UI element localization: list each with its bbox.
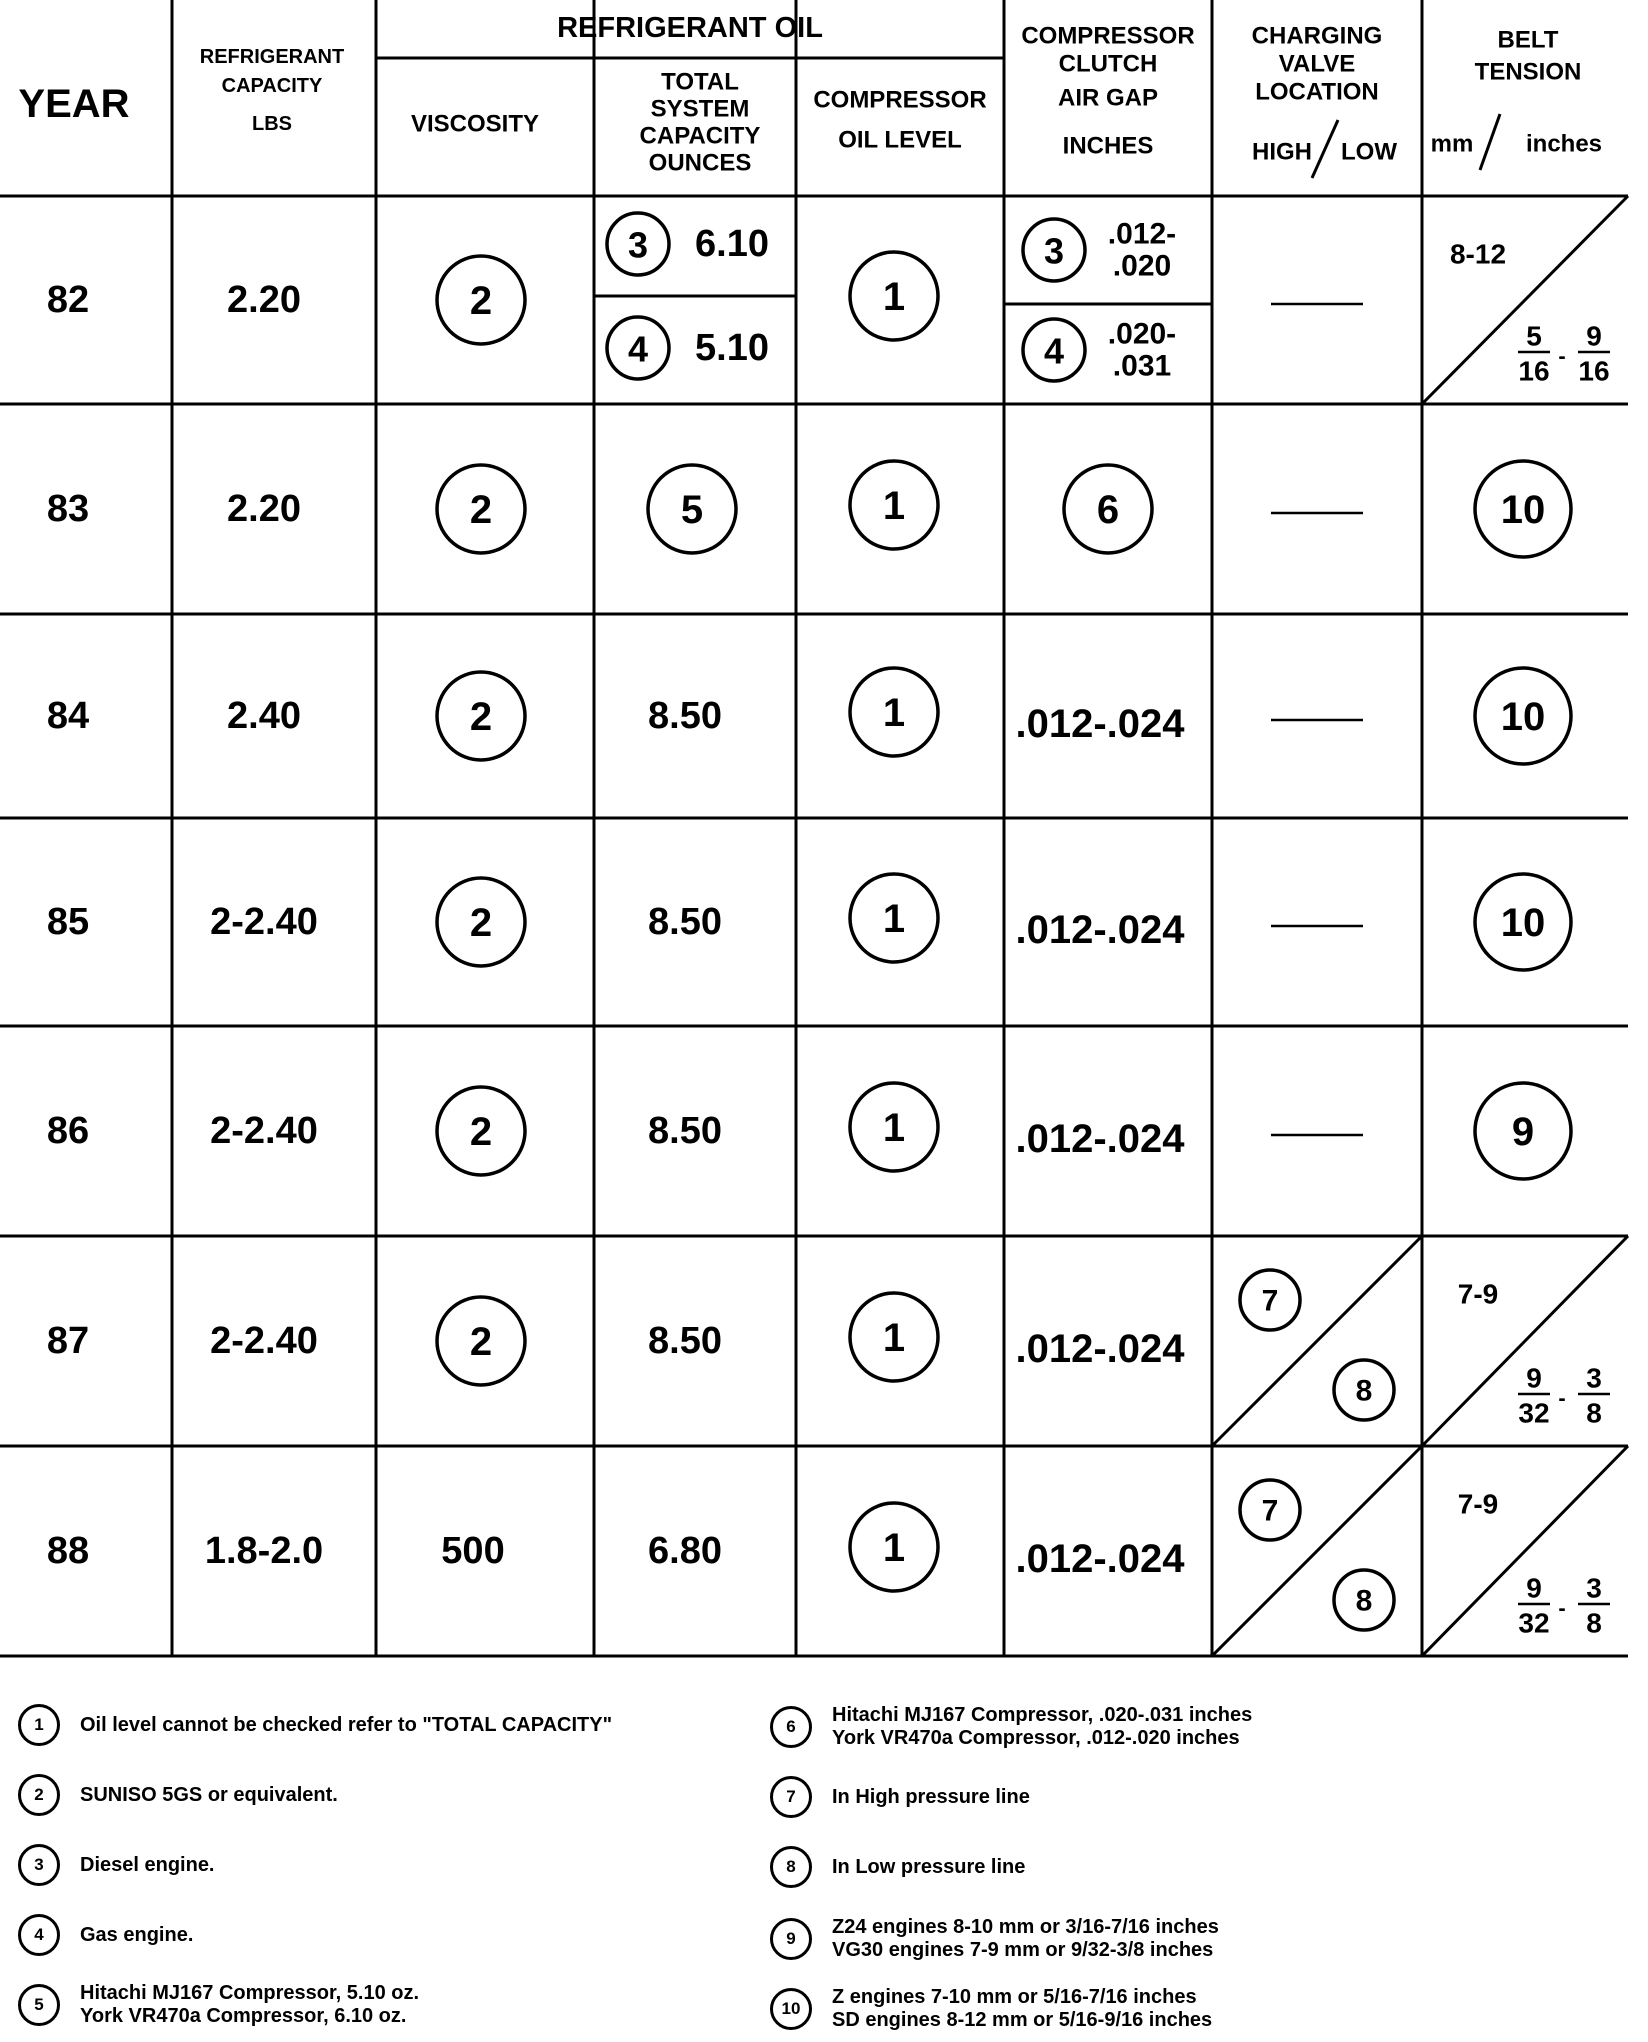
row-84-total-capacity: 8.50 [648,695,722,737]
footnote-5 [18,1982,419,2028]
charging-low-label: LOW [1341,138,1397,166]
row-83-refrigerant-capacity: 2.20 [227,488,301,530]
footnote-6 [770,1704,1252,1750]
row-84-viscosity-note-number: 2 [469,695,493,739]
row-83-viscosity-note-number: 2 [469,488,493,532]
row-82-belt-tension-mm: 8-12 [1449,238,1507,270]
row-87-oil-level-note-number: 1 [882,1316,906,1360]
row-86-oil-level-note-number: 1 [882,1106,906,1150]
row-82-air-gap-value: .031 [1112,349,1172,383]
footnote-text [832,1786,1030,1809]
footnote-line: SUNISO 5GS or equivalent. [80,1783,338,1806]
footnote-8 [770,1846,1025,1888]
row-88-belt-tension-mm: 7-9 [1457,1488,1499,1520]
footnotes-legend [0,1680,1648,2042]
footnote-line: Oil level cannot be checked refer to "TOTAL CAPACITY" [80,1713,613,1736]
row-82-air-gap-value: .020- [1107,317,1177,351]
row-85-total-capacity: 8.50 [648,901,722,943]
footnote-line: York VR470a Compressor, .012-.020 inches [832,1727,1240,1749]
footnote-line: Gas engine. [80,1923,194,1946]
refrigerant-capacity-header: CAPACITY [221,75,323,97]
footnote-7 [770,1776,1030,1818]
row-88-viscosity: 500 [441,1530,505,1572]
row-82-belt-tension-inch-to-denominator: 16 [1578,355,1610,387]
air-gap-header: COMPRESSOR [1021,22,1195,50]
refrigerant-capacity-header: REFRIGERANT [199,46,345,68]
row-82-air-gap-value: .012- [1107,217,1177,251]
footnote-line: VG30 engines 7-9 mm or 9/32-3/8 inches [832,1939,1214,1961]
row-82-year: 82 [46,279,90,321]
row-83-oil-level-note-number: 1 [882,484,906,528]
total-capacity-header: TOTAL [661,68,739,96]
row-85-year: 85 [46,901,90,943]
footnote-text [832,1856,1025,1879]
row-87-air-gap: .012-.024 [1015,1327,1185,1371]
footnote-number-circle: 4 [18,1914,60,1956]
row-87-belt-tension-inch-from-numerator: 9 [1526,1362,1542,1394]
belt-tension-header: TENSION [1474,58,1582,86]
refrigerant-oil-header: REFRIGERANT OIL [557,12,823,44]
footnote-line: York VR470a Compressor, 6.10 oz. [80,2005,407,2027]
footnote-text [832,1986,1212,2032]
footnote-number-circle: 1 [18,1704,60,1746]
total-capacity-header: OUNCES [648,149,752,177]
row-88-belt-tension-dash: - [1558,1595,1566,1621]
charging-divider [1312,120,1338,178]
oil-level-header: COMPRESSOR [813,86,987,114]
row-88-refrigerant-capacity: 1.8-2.0 [204,1530,324,1572]
row-87-belt-tension-inch-to-numerator: 3 [1586,1362,1602,1394]
footnote-line: In Low pressure line [832,1855,1026,1878]
row-88-oil-level-note-number: 1 [882,1526,906,1570]
footnote-text [832,1704,1252,1750]
row-87-charging-valve-diagonal [1212,1236,1422,1446]
row-82-air-gap-note-number: 3 [1043,230,1065,272]
row-88-year: 88 [46,1530,90,1572]
row-87-belt-tension-mm: 7-9 [1457,1278,1499,1310]
footnote-text [80,1714,612,1737]
row-85-belt-tension-note-number: 10 [1500,901,1546,945]
footnote-10 [770,1986,1212,2032]
row-82-oil-level-note-number: 1 [882,275,906,319]
footnote-number-circle: 2 [18,1774,60,1816]
row-87-belt-tension-inch-from-denominator: 32 [1518,1397,1550,1429]
footnote-line: Hitachi MJ167 Compressor, 5.10 oz. [80,1982,420,2004]
row-86-belt-tension-note-number: 9 [1511,1110,1535,1154]
footnote-text [80,1784,338,1807]
row-86-refrigerant-capacity: 2-2.40 [210,1110,318,1152]
charging-valve-header: CHARGING [1251,22,1383,50]
air-gap-header: AIR GAP [1057,84,1159,112]
footnote-line: In High pressure line [832,1785,1030,1808]
footnote-number-circle: 10 [770,1988,812,2030]
row-88-belt-tension-inch-from-denominator: 32 [1518,1607,1550,1639]
footnote-2 [18,1774,338,1816]
row-88-total-capacity: 6.80 [648,1530,722,1572]
row-82-total-capacity-note-number: 3 [627,224,649,266]
row-82-belt-tension-dash: - [1558,343,1566,369]
charging-high-label: HIGH [1252,138,1312,166]
charging-valve-header: LOCATION [1255,78,1379,106]
footnote-number-circle: 6 [770,1706,812,1748]
row-85-oil-level-note-number: 1 [882,897,906,941]
footnote-4 [18,1914,193,1956]
row-87-charging-low-note-number: 8 [1355,1374,1373,1408]
row-86-viscosity-note-number: 2 [469,1110,493,1154]
row-88-belt-tension-inch-to-numerator: 3 [1586,1572,1602,1604]
row-83-air-gap-note-number: 6 [1096,488,1120,532]
row-87-viscosity-note-number: 2 [469,1320,493,1364]
row-82-air-gap-value: .020 [1112,249,1172,283]
row-88-belt-tension-inch-from-numerator: 9 [1526,1572,1542,1604]
viscosity-header: VISCOSITY [410,110,540,138]
footnote-text [80,1924,193,1947]
row-84-refrigerant-capacity: 2.40 [227,695,301,737]
footnote-number-circle: 8 [770,1846,812,1888]
row-87-belt-tension-inch-to-denominator: 8 [1586,1397,1602,1429]
row-88-air-gap: .012-.024 [1015,1537,1185,1581]
row-86-total-capacity: 8.50 [648,1110,722,1152]
row-88-charging-valve-diagonal [1212,1446,1422,1656]
row-85-refrigerant-capacity: 2-2.40 [210,901,318,943]
row-82-refrigerant-capacity: 2.20 [227,279,301,321]
row-86-year: 86 [46,1110,90,1152]
total-capacity-header: CAPACITY [639,122,761,150]
row-87-refrigerant-capacity: 2-2.40 [210,1320,318,1362]
footnote-text [80,1982,419,2028]
footnote-line: Z engines 7-10 mm or 5/16-7/16 inches [832,1986,1197,2008]
belt-tension-header: BELT [1497,26,1559,54]
row-82-total-capacity-note-number: 4 [627,328,649,370]
row-88-belt-tension-inch-to-denominator: 8 [1586,1607,1602,1639]
row-88-charging-low-note-number: 8 [1355,1584,1373,1618]
footnote-9 [770,1916,1219,1962]
row-82-total-capacity-value: 5.10 [695,327,769,369]
row-87-belt-tension-dash: - [1558,1385,1566,1411]
footnote-number-circle: 7 [770,1776,812,1818]
row-82-viscosity-note-number: 2 [469,279,493,323]
footnote-number-circle: 5 [18,1984,60,2026]
air-gap-header: INCHES [1062,132,1154,160]
charging-valve-header: VALVE [1278,50,1356,78]
refrigerant-capacity-header: LBS [252,113,292,135]
row-83-belt-tension-note-number: 10 [1500,488,1546,532]
row-86-air-gap: .012-.024 [1015,1117,1185,1161]
total-capacity-header: SYSTEM [650,95,750,123]
footnote-1 [18,1704,612,1746]
row-84-year: 84 [46,695,90,737]
year-header: YEAR [18,82,130,126]
footnote-line: Z24 engines 8-10 mm or 3/16-7/16 inches [832,1916,1219,1938]
oil-level-header: OIL LEVEL [838,126,962,154]
row-87-year: 87 [46,1320,90,1362]
footnote-3 [18,1844,215,1886]
row-88-charging-high-note-number: 7 [1261,1494,1279,1528]
row-85-viscosity-note-number: 2 [469,901,493,945]
row-85-air-gap: .012-.024 [1015,908,1185,952]
row-83-year: 83 [46,488,90,530]
row-82-total-capacity-value: 6.10 [695,223,769,265]
row-82-belt-tension-inch-from-numerator: 5 [1526,320,1542,352]
row-84-air-gap: .012-.024 [1015,702,1185,746]
footnote-line: Hitachi MJ167 Compressor, .020-.031 inches [832,1704,1253,1726]
row-82-belt-tension-inch-to-numerator: 9 [1586,320,1602,352]
row-82-air-gap-note-number: 4 [1043,330,1065,372]
air-gap-header: CLUTCH [1058,50,1158,78]
row-87-total-capacity: 8.50 [648,1320,722,1362]
belt-inches-label: inches [1525,130,1603,158]
row-84-belt-tension-note-number: 10 [1500,695,1546,739]
footnote-text [832,1916,1219,1962]
row-84-oil-level-note-number: 1 [882,691,906,735]
footnote-text [80,1854,215,1877]
footnote-number-circle: 9 [770,1918,812,1960]
footnote-line: SD engines 8-12 mm or 5/16-9/16 inches [832,2009,1213,2031]
row-87-charging-high-note-number: 7 [1261,1284,1279,1318]
row-83-total-capacity-note-number: 5 [680,488,704,532]
belt-divider [1480,114,1500,170]
row-82-belt-tension-inch-from-denominator: 16 [1518,355,1550,387]
footnote-line: Diesel engine. [80,1853,215,1876]
belt-mm-label: mm [1430,130,1474,158]
footnote-number-circle: 3 [18,1844,60,1886]
